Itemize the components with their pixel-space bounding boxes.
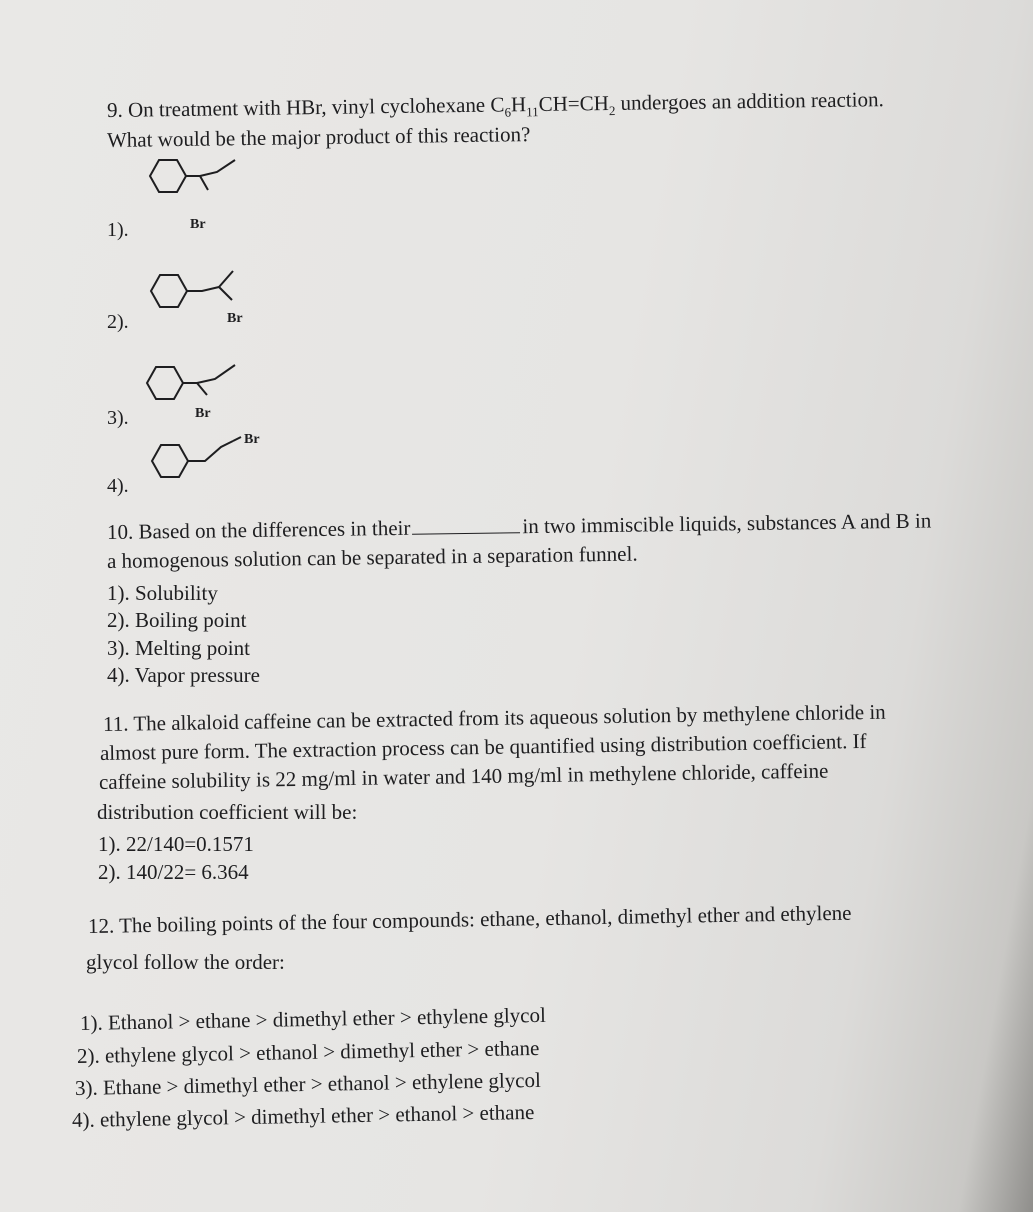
q9-sub-6: 6 [504, 104, 512, 120]
cyclohexane-ring [152, 445, 188, 477]
q12-option-3: 3). Ethane > dimethyl ether > ethanol > ethylene glycol [74, 1067, 542, 1100]
q12-option-4: 4). ethylene glycol > dimethyl ether > ethanol > ethane [71, 1099, 535, 1132]
chain-bond [188, 441, 233, 461]
q9-option-4-label: 4). [107, 475, 129, 497]
cyclohexane-ring [147, 367, 183, 399]
q12-option-1: 1). Ethanol > ethane > dimethyl ether > ethylene glycol [79, 1002, 547, 1035]
q10-option-1: 1). Solubility [107, 581, 218, 605]
q12-option-2: 2). ethylene glycol > ethanol > dimethyl ether > ethane [76, 1035, 540, 1068]
chain-bond [233, 437, 241, 441]
q9-option-2-label: 2). [107, 311, 129, 333]
bromine-label: Br [244, 432, 260, 447]
q11-line-1: 11. The alkaloid caffeine can be extracted from its aqueous solution by methylene chloride in [102, 699, 886, 736]
chain-bond [219, 271, 233, 287]
q11-option-2: 2). 140/22= 6.364 [98, 860, 249, 884]
q10-option-2: 2). Boiling point [107, 608, 247, 632]
q9-option-3-structure [135, 353, 275, 433]
q11-line-3: caffeine solubility is 22 mg/ml in water and 140 mg/ml in methylene chloride, caffeine [98, 758, 829, 794]
q9-line-2: What would be the major product of this reaction? [106, 122, 531, 152]
q10-line-2: a homogenous solution can be separated in a separation funnel. [106, 541, 638, 573]
chain-bond [197, 365, 235, 383]
q10-option-3: 3). Melting point [107, 636, 250, 660]
q10-text-pre: 10. Based on the differences in their [106, 515, 411, 544]
cyclohexane-ring [151, 275, 187, 307]
bromine-label: Br [195, 406, 211, 421]
q10-line-1 [107, 510, 932, 543]
q9-option-4-structure [135, 425, 285, 495]
chain-bond [183, 383, 207, 395]
q9-sub-2: 2 [608, 103, 616, 119]
q9-option-3-label: 3). [107, 407, 129, 429]
chain-bond [200, 160, 235, 176]
chain-bond [186, 176, 208, 190]
q9-option-1-structure [135, 150, 255, 240]
q9-text-post: undergoes an addition reaction. [615, 87, 884, 115]
q12-line-2: glycol follow the order: [86, 950, 285, 974]
q11-line-2: almost pure form. The extraction process can be quantified using distribution coefficient. If [99, 728, 867, 765]
bromine-label: Br [227, 311, 243, 326]
q9-option-1-label: 1). [107, 219, 129, 241]
q9-line-1 [107, 89, 884, 124]
q9-sub-11: 11 [526, 104, 539, 120]
q10-option-4: 4). Vapor pressure [107, 663, 260, 687]
bromine-label: Br [190, 217, 206, 232]
answer-blank [412, 518, 520, 535]
q9-text-pre: 9. On treatment with HBr, vinyl cyclohexane C [106, 92, 505, 122]
q9-option-2-structure [135, 258, 275, 338]
q12-line-1: 12. The boiling points of the four compounds: ethane, ethanol, dimethyl ether and ethylene [87, 900, 852, 938]
chain-bond [187, 287, 219, 291]
chain-bond [219, 287, 232, 300]
cyclohexane-ring [150, 160, 186, 192]
q9-text-mid: CH=CH [538, 90, 609, 116]
q10-text-post: in two immiscible liquids, substances A and B in [522, 508, 932, 539]
q11-option-1: 1). 22/140=0.1571 [98, 832, 254, 856]
q11-line-4: distribution coefficient will be: [97, 800, 358, 824]
q9-text-h: H [510, 92, 527, 117]
